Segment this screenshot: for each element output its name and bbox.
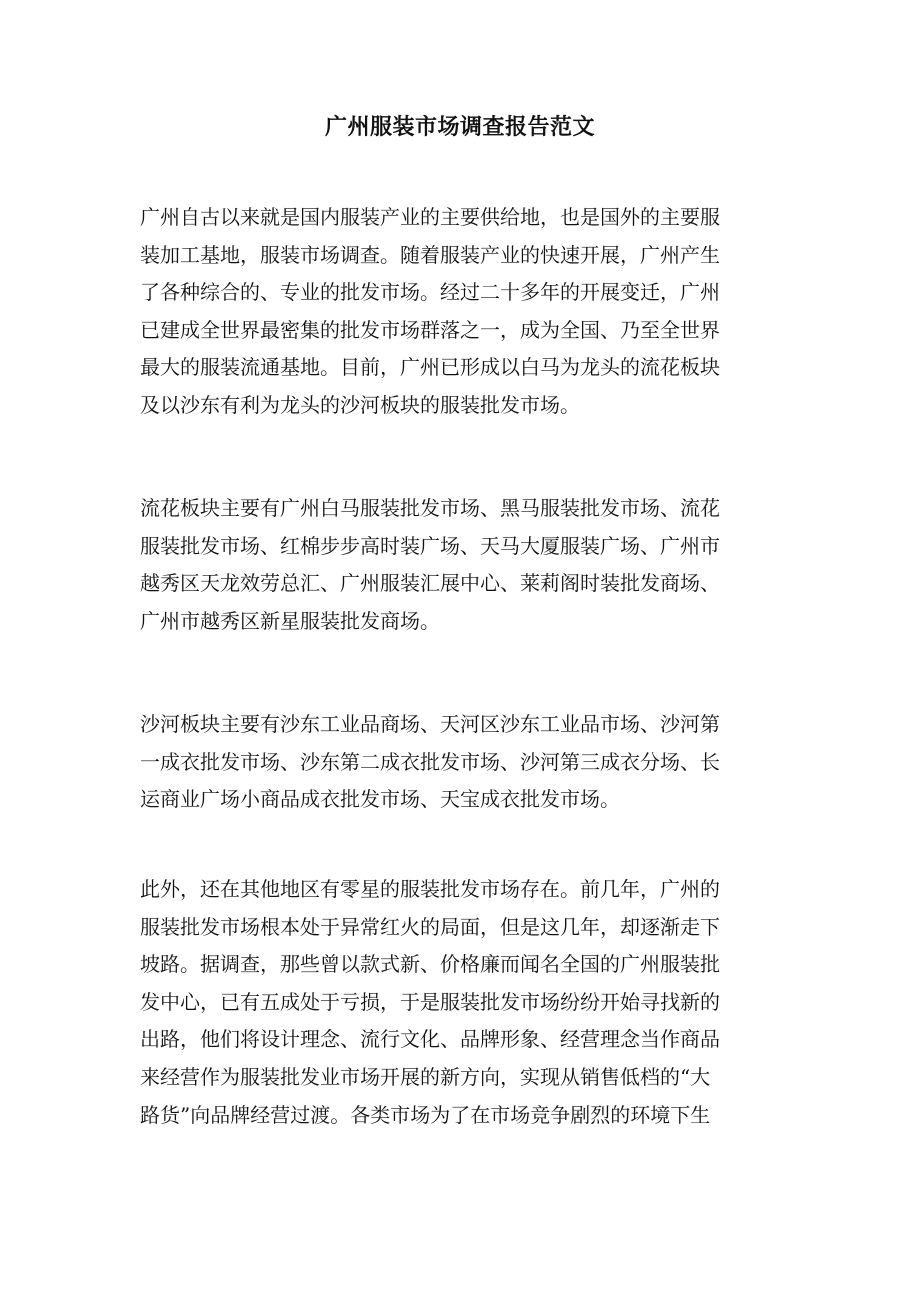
paragraph-line: 最大的服装流通基地。目前，广州已形成以白马为龙头的流花板块 xyxy=(140,355,720,380)
paragraph-line: 运商业广场小商品成衣批发市场、天宝成衣批发市场。 xyxy=(140,787,620,812)
paragraph-line: 来经营作为服装批发业市场开展的新方向，实现从销售低档的“大 xyxy=(140,1064,711,1089)
paragraph xyxy=(140,706,780,819)
paragraph-line: 坡路。据调查，那些曾以款式新、价格廉而闻名全国的广州服装批 xyxy=(140,952,720,977)
paragraph xyxy=(140,490,780,640)
paragraph-line: 广州市越秀区新星服装批发商场。 xyxy=(140,608,440,633)
paragraph xyxy=(140,871,780,1134)
paragraph xyxy=(140,199,780,425)
paragraph-line: 发中心，已有五成处于亏损，于是服装批发市场纷纷开始寻找新的 xyxy=(140,989,720,1014)
paragraph-line: 一成衣批发市场、沙东第二成衣批发市场、沙河第三成衣分场、长 xyxy=(140,749,720,774)
paragraph-line: 服装批发市场、红棉步步高时装广场、天马大厦服装广场、广州市 xyxy=(140,533,720,558)
paragraph-line: 此外，还在其他地区有零星的服装批发市场存在。前几年，广州的 xyxy=(140,877,720,901)
document-title: 广州服装市场调查报告范文 xyxy=(324,114,595,140)
paragraph-line: 路货”向品牌经营过渡。各类市场为了在市场竞争剧烈的环境下生 xyxy=(140,1102,711,1127)
paragraph-line: 及以沙东有利为龙头的沙河板块的服装批发市场。 xyxy=(140,392,580,417)
paragraph-line: 流花板块主要有广州白马服装批发市场、黑马服装批发市场、流花 xyxy=(140,496,720,520)
paragraph-line: 了各种综合的、专业的批发市场。经过二十多年的开展变迁，广州 xyxy=(140,280,720,305)
paragraph-line: 已建成全世界最密集的批发市场群落之一，成为全国、乃至全世界 xyxy=(140,317,720,342)
paragraph-line: 广州自古以来就是国内服装产业的主要供给地，也是国外的主要服 xyxy=(140,205,720,229)
paragraph-line: 服装批发市场根本处于异常红火的局面，但是这几年，却逐渐走下 xyxy=(140,914,720,939)
paragraph-line: 越秀区天龙效劳总汇、广州服装汇展中心、莱莉阁时装批发商场、 xyxy=(140,571,720,596)
paragraph-line: 沙河板块主要有沙东工业品商场、天河区沙东工业品市场、沙河第 xyxy=(140,712,720,736)
paragraph-line: 装加工基地，服装市场调查。随着服装产业的快速开展，广州产生 xyxy=(140,242,720,267)
paragraph-line: 出路，他们将设计理念、流行文化、品牌形象、经营理念当作商品 xyxy=(140,1027,720,1052)
